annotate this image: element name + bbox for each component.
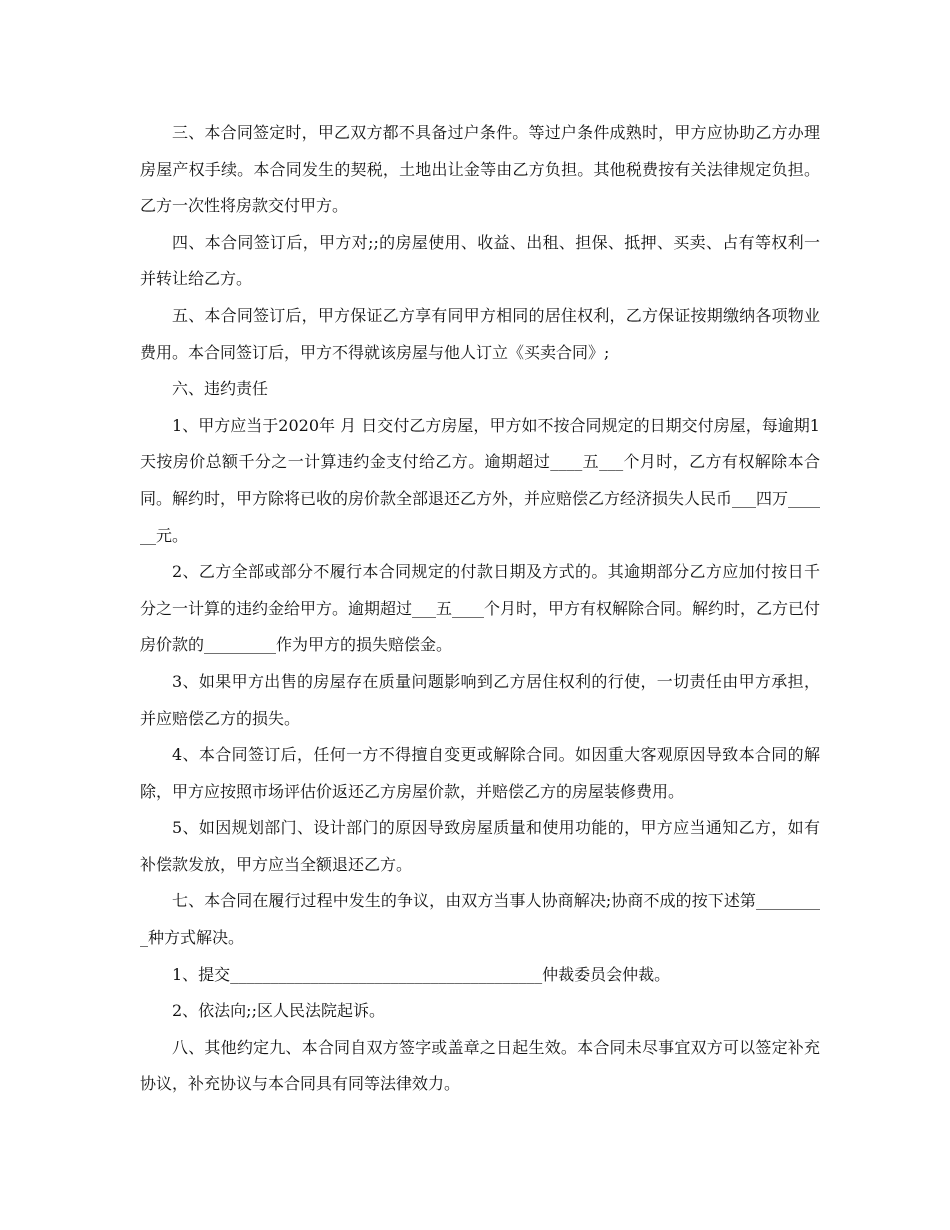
- breach-item-1: 1、甲方应当于2020年 月 日交付乙方房屋，甲方如不按合同规定的日期交付房屋，每逾期1天按房价总额千分之一计算违约金支付给乙方。逾期超过____五___个月时，乙方有权解除本合同。解约时，甲方除将已收的房价款全部退还乙方外，并应赔偿乙方经济损失人民币___四万______元。: [140, 415, 821, 545]
- breach-item-5: 5、如因规划部门、设计部门的原因导致房屋质量和使用功能的，甲方应当通知乙方，如有补偿款发放，甲方应当全额退还乙方。: [140, 818, 820, 874]
- document-body: [140, 115, 820, 1103]
- dispute-option-1: 1、提交_______________________________________仲裁委员会仲裁。: [172, 964, 671, 984]
- clause-8-other-terms: 八、其他约定九、本合同自双方签字或盖章之日起生效。本合同未尽事宜双方可以签定补充协议，补充协议与本合同具有同等法律效力。: [140, 1037, 820, 1094]
- dispute-option-2: 2、依法向;;区人民法院起诉。: [172, 1001, 385, 1021]
- clause-7-dispute-resolution: 七、本合同在履行过程中发生的争议，由双方当事人协商解决;协商不成的按下述第_________种方式解决。: [140, 891, 820, 948]
- clause-3-transfer-conditions: 三、本合同签定时，甲乙双方都不具备过户条件。等过户条件成熟时，甲方应协助乙方办理房屋产权手续。本合同发生的契税，土地出让金等由乙方负担。其他税费按有关法律规定负担。乙方一次性将房款交付甲方。: [140, 123, 820, 216]
- clause-6-heading-breach: 六、违约责任: [172, 379, 269, 399]
- breach-item-3: 3、如果甲方出售的房屋存在质量问题影响到乙方居住权利的行使，一切责任由甲方承担，并应赔偿乙方的损失。: [140, 671, 820, 728]
- clause-4-rights-transfer: 四、本合同签订后，甲方对;;的房屋使用、收益、出租、担保、抵押、买卖、占有等权利一并转让给乙方。: [140, 232, 820, 289]
- breach-item-4: 4、本合同签订后，任何一方不得擅自变更或解除合同。如因重大客观原因导致本合同的解除，甲方应按照市场评估价返还乙方房屋价款，并赔偿乙方的房屋装修费用。: [140, 745, 820, 801]
- breach-item-2: 2、乙方全部或部分不履行本合同规定的付款日期及方式的。其逾期部分乙方应加付按日千分之一计算的违约金给甲方。逾期超过___五____个月时，甲方有权解除合同。解约时，乙方已付房价款的_________作为甲方的损失赔偿金。: [140, 562, 821, 655]
- clause-5-residence-rights: 五、本合同签订后，甲方保证乙方享有同甲方相同的居住权利，乙方保证按期缴纳各项物业费用。本合同签订后，甲方不得就该房屋与他人订立《买卖合同》;: [140, 305, 820, 362]
